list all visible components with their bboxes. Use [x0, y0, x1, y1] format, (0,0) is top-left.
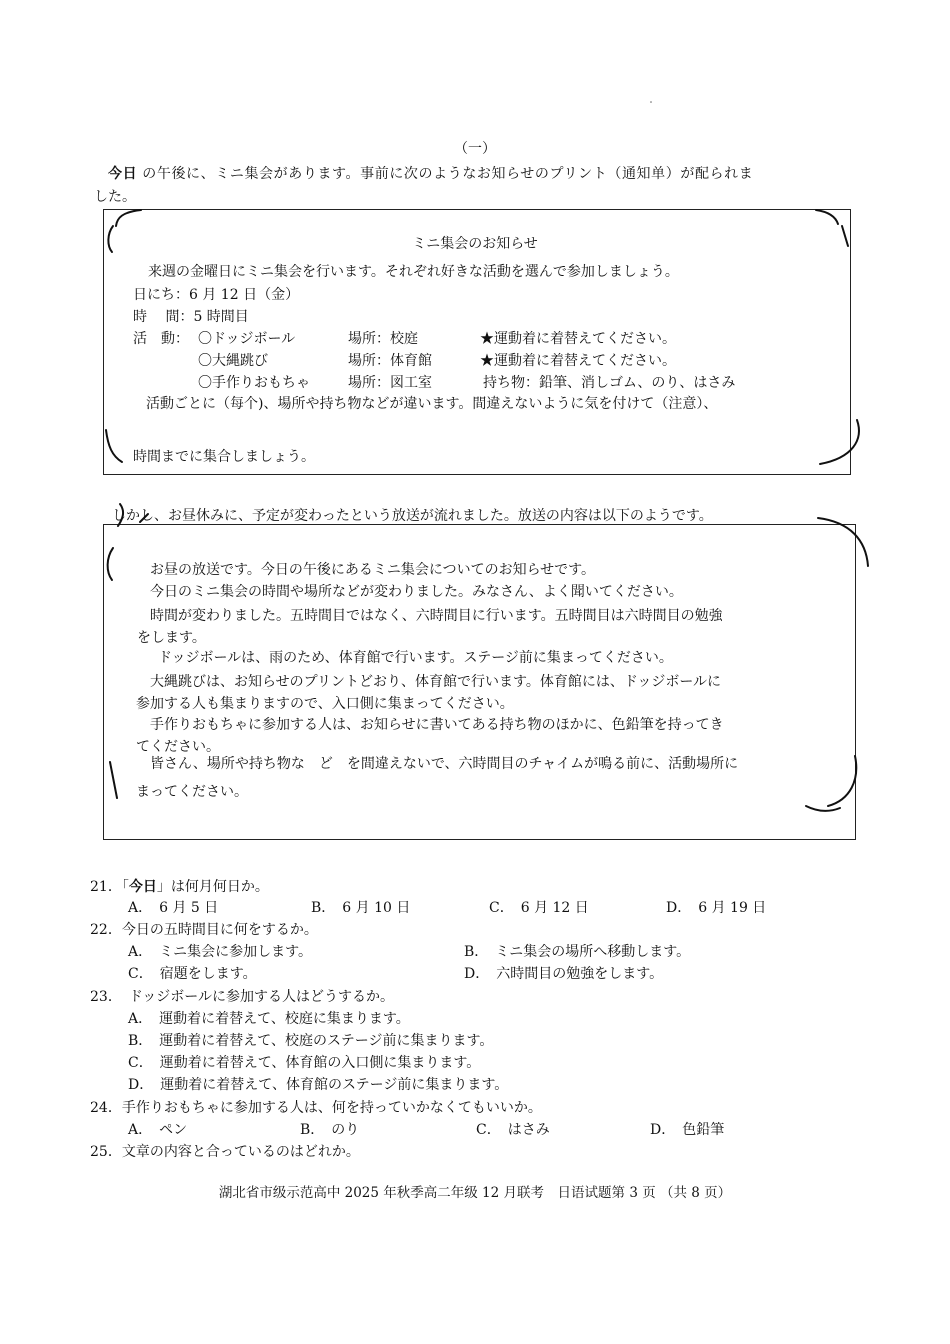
option-a[interactable]: A． ミニ集会に参加します。: [128, 944, 312, 960]
notice-closing: 時間までに集合しましょう。: [133, 449, 315, 465]
intro-continuation: した。: [94, 189, 136, 205]
broadcast-line: てください。: [136, 739, 220, 755]
intro-keyword: 今日: [108, 166, 138, 182]
option-c[interactable]: C． 宿題をします。: [128, 966, 257, 982]
notice-activities-label: 活 動：: [133, 331, 189, 347]
option-d[interactable]: D． 運動着に着替えて、体育館のステージ前に集まります。: [128, 1077, 509, 1093]
option-c[interactable]: C． 6 月 12 日: [489, 900, 589, 916]
option-b[interactable]: B． のり: [300, 1122, 360, 1138]
option-c[interactable]: C． はさみ: [476, 1122, 550, 1138]
broadcast-line: 皆さん、場所や持ち物な ど を間違えないで、六時間目のチャイムが鳴る前に、活動場所に: [150, 756, 739, 772]
question-text: 」は何月何日か。: [156, 879, 269, 895]
question-number: 21．「: [90, 879, 129, 895]
broadcast-line: 参加する人も集まりますので、入口側に集まってください。: [136, 696, 514, 712]
option-b[interactable]: B． 運動着に着替えて、校庭のステージ前に集まります。: [128, 1033, 494, 1049]
activity-place: 場所：校庭: [348, 331, 418, 347]
option-d[interactable]: D． 色鉛筆: [650, 1122, 725, 1138]
activity-name: 〇大縄跳び: [198, 353, 268, 369]
question-22: 22．今日の五時間目に何をするか。: [90, 922, 318, 938]
notice-time: 時 間：5 時間目: [133, 309, 249, 325]
transition-text: しかし、お昼休みに、予定が変わったという放送が流れました。放送の内容は以下のようです。: [112, 508, 713, 524]
question-21: [90, 876, 269, 896]
option-a[interactable]: A． ペン: [128, 1122, 188, 1138]
activity-place: 場所：体育館: [348, 353, 432, 369]
question-23: 23． ドッジボールに参加する人はどうするか。: [90, 989, 394, 1005]
option-b[interactable]: B． 6 月 10 日: [311, 900, 411, 916]
broadcast-line: 手作りおもちゃに参加する人は、お知らせに書いてある持ち物のほかに、色鉛筆を持ってき: [150, 717, 724, 733]
question-keyword: 今日: [128, 879, 157, 895]
intro-paragraph: [108, 163, 753, 183]
activity-place: 場所：図工室: [348, 375, 432, 391]
broadcast-line: 今日のミニ集会の時間や場所などが変わりました。みなさん、よく聞いてください。: [150, 584, 683, 600]
broadcast-line: ドッジボールは、雨のため、体育館で行います。ステージ前に集まってください。: [158, 650, 673, 666]
section-title: （一）: [454, 141, 496, 157]
notice-caution: 活動ごとに（每个)、場所や持ち物などが違います。間違えないように気を付けて（注意）、: [146, 396, 718, 412]
option-d[interactable]: D． 六時間目の勉強をします。: [464, 966, 664, 982]
broadcast-line: 時間が変わりました。五時間目ではなく、六時間目に行います。五時間目は六時間目の勉強: [150, 608, 723, 624]
activity-note: ★運動着に着替えてください。: [480, 353, 676, 369]
option-a[interactable]: A． 6 月 5 日: [128, 900, 219, 916]
notice-lead: 来週の金曜日にミニ集会を行います。それぞれ好きな活動を選んで参加しましょう。: [148, 264, 679, 280]
activity-note: ★運動着に着替えてください。: [480, 331, 676, 347]
broadcast-line: 大縄跳びは、お知らせのプリントどおり、体育館で行います。体育館には、ドッジボールに: [150, 674, 722, 690]
broadcast-line: お昼の放送です。今日の午後にあるミニ集会についてのお知らせです。: [150, 562, 596, 578]
intro-text: の午後に、ミニ集会があります。事前に次のようなお知らせのプリント（通知单）が配られま: [137, 166, 754, 182]
notice-date: 日にち：6 月 12 日（金）: [133, 287, 300, 303]
notice-title: ミニ集会のお知らせ: [412, 236, 538, 252]
activity-note: 持ち物：鉛筆、消しゴム、のり、はさみ: [483, 375, 736, 391]
option-c[interactable]: C． 運動着に着替えて、体育館の入口側に集まります。: [128, 1055, 481, 1071]
activity-name: 〇手作りおもちゃ: [198, 375, 310, 391]
option-b[interactable]: B． ミニ集会の場所へ移動します。: [464, 944, 691, 960]
broadcast-line: をします。: [137, 630, 206, 646]
option-d[interactable]: D． 6 月 19 日: [666, 900, 767, 916]
question-24: 24．手作りおもちゃに参加する人は、何を持っていかなくてもいいか。: [90, 1100, 542, 1116]
broadcast-line: まってください。: [136, 784, 248, 800]
question-25: 25．文章の内容と合っているのはどれか。: [90, 1144, 360, 1160]
option-a[interactable]: A． 運動着に着替えて、校庭に集まります。: [128, 1011, 410, 1027]
activity-name: 〇ドッジボール: [198, 331, 296, 347]
page-footer: 湖北省市级示范高中 2025 年秋季高二年级 12 月联考 日语试题第 3 页 （共 8 页）: [218, 1185, 732, 1201]
